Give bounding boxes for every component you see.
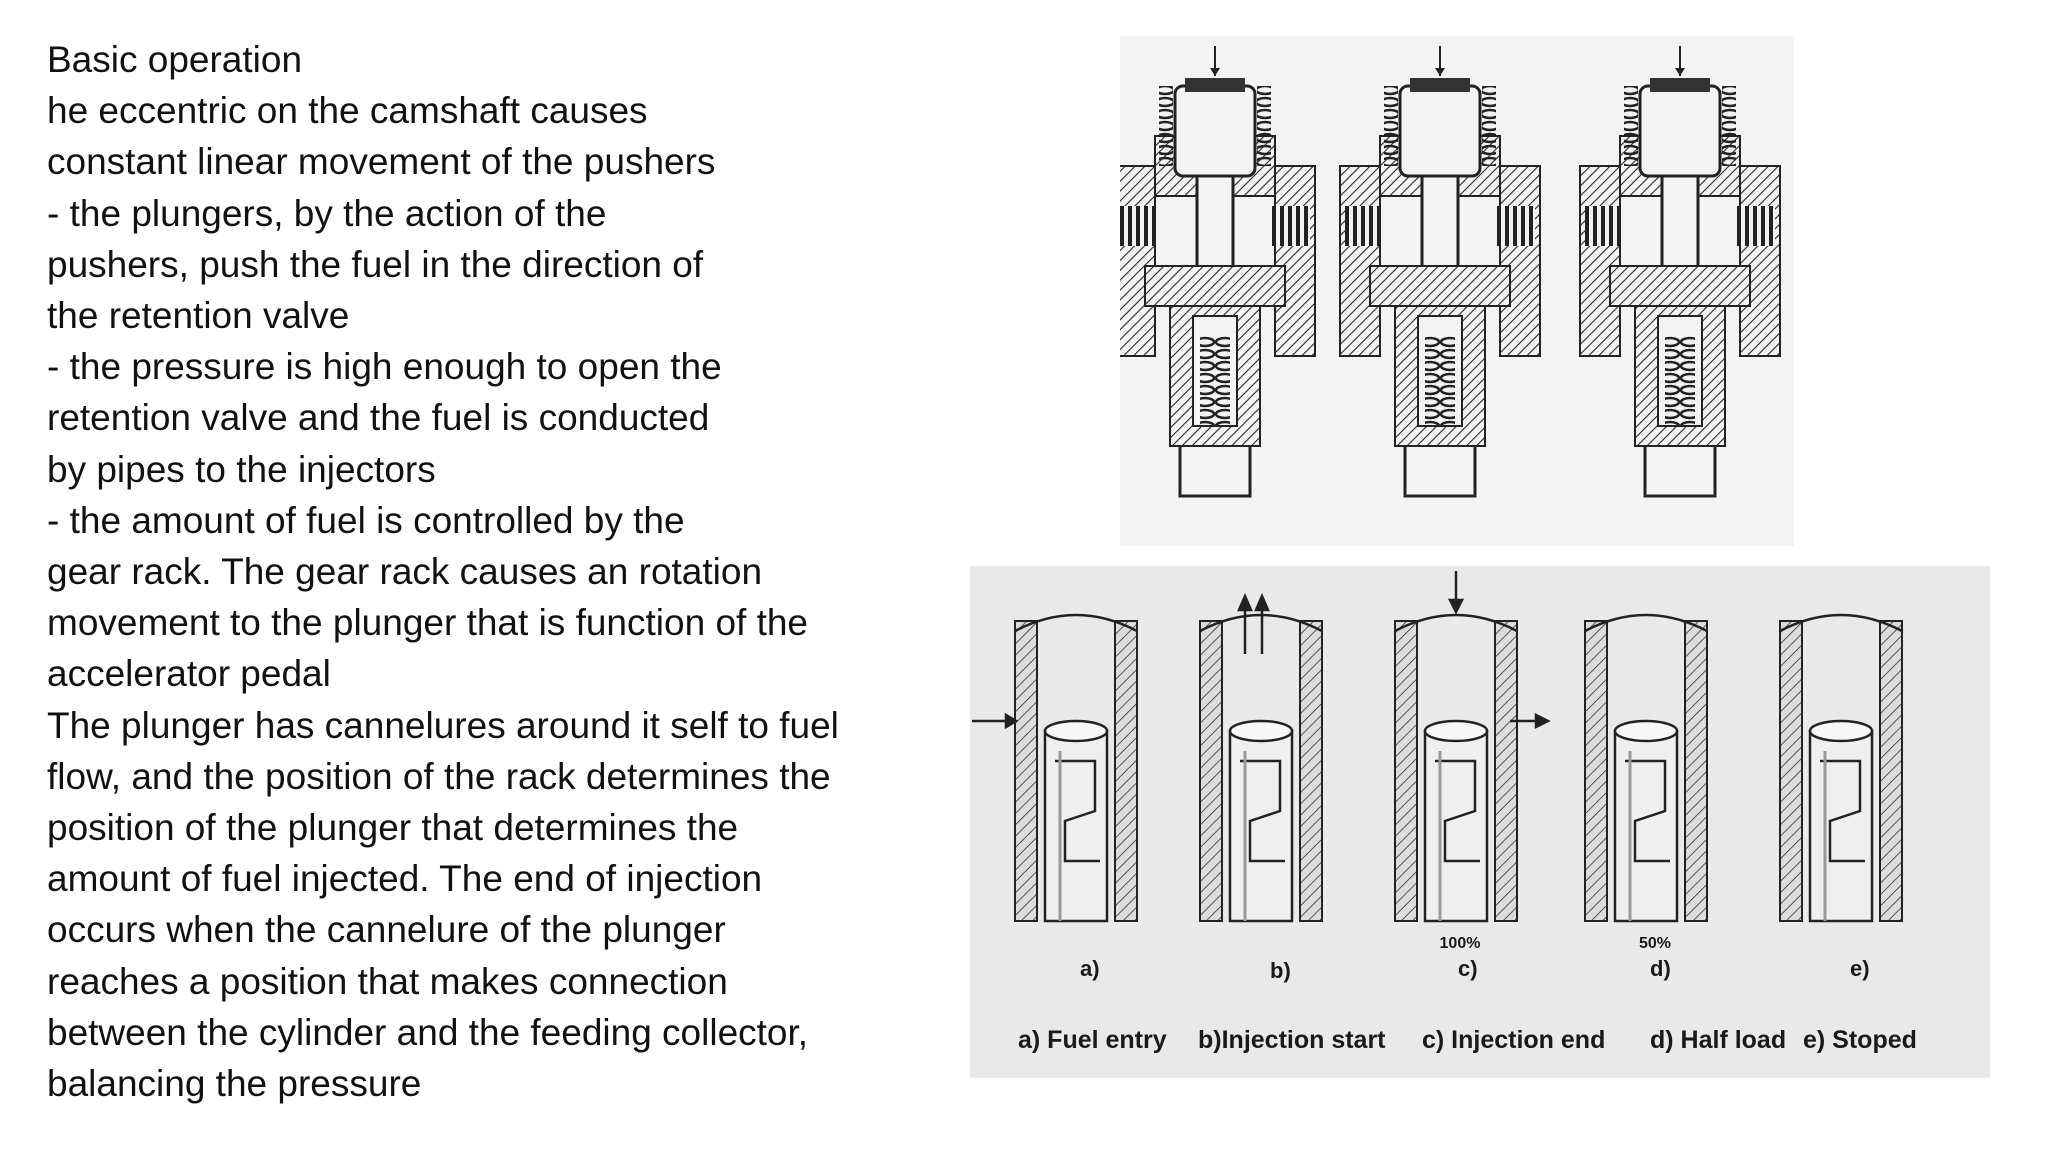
text-line: by pipes to the injectors xyxy=(47,448,436,490)
text-line: balancing the pressure xyxy=(47,1063,422,1105)
caption-d: d) Half load xyxy=(1650,1026,1787,1054)
label-d: d) xyxy=(1650,956,1671,981)
text-line: retention valve and the fuel is conducted xyxy=(47,397,710,439)
text-line: position of the plunger that determines the xyxy=(47,807,739,849)
caption-b: b)Injection start xyxy=(1198,1026,1386,1054)
text-line: occurs when the cannelure of the plunger xyxy=(47,909,726,951)
text-line: gear rack. The gear rack causes an rotation xyxy=(47,551,763,593)
body-text xyxy=(47,34,947,1109)
caption-e: e) Stoped xyxy=(1803,1026,1917,1054)
label-c: c) xyxy=(1458,956,1478,981)
text-line: reaches a position that makes connection xyxy=(47,960,728,1002)
pump-element-diagram xyxy=(1120,36,1794,546)
text-line: movement to the plunger that is function of the xyxy=(47,602,809,644)
caption-a: a) Fuel entry xyxy=(1018,1026,1167,1054)
label-percent-50: 50% xyxy=(1638,935,1672,952)
text-line: amount of fuel injected. The end of injection xyxy=(47,858,763,900)
text-line: The plunger has cannelures around it self to fuel xyxy=(47,704,839,746)
text-line: pushers, push the fuel in the direction of xyxy=(47,243,704,285)
label-percent-100: 100% xyxy=(1439,935,1481,952)
label-b: b) xyxy=(1270,958,1291,983)
plunger-positions-diagram xyxy=(970,566,1990,1078)
text-line: - the amount of fuel is controlled by the xyxy=(47,499,685,541)
text-line: flow, and the position of the rack determines the xyxy=(47,755,831,797)
label-e: e) xyxy=(1850,956,1870,981)
text-line: accelerator pedal xyxy=(47,653,331,695)
label-a: a) xyxy=(1080,956,1100,981)
text-line: - the pressure is high enough to open the xyxy=(47,346,722,388)
caption-c: c) Injection end xyxy=(1422,1026,1606,1054)
text-line: constant linear movement of the pushers xyxy=(47,141,716,183)
text-line: he eccentric on the camshaft causes xyxy=(47,90,648,132)
text-line: - the plungers, by the action of the xyxy=(47,192,607,234)
text-line: Basic operation xyxy=(47,39,303,80)
text-line: between the cylinder and the feeding collector, xyxy=(47,1011,809,1053)
text-line: the retention valve xyxy=(47,295,350,337)
